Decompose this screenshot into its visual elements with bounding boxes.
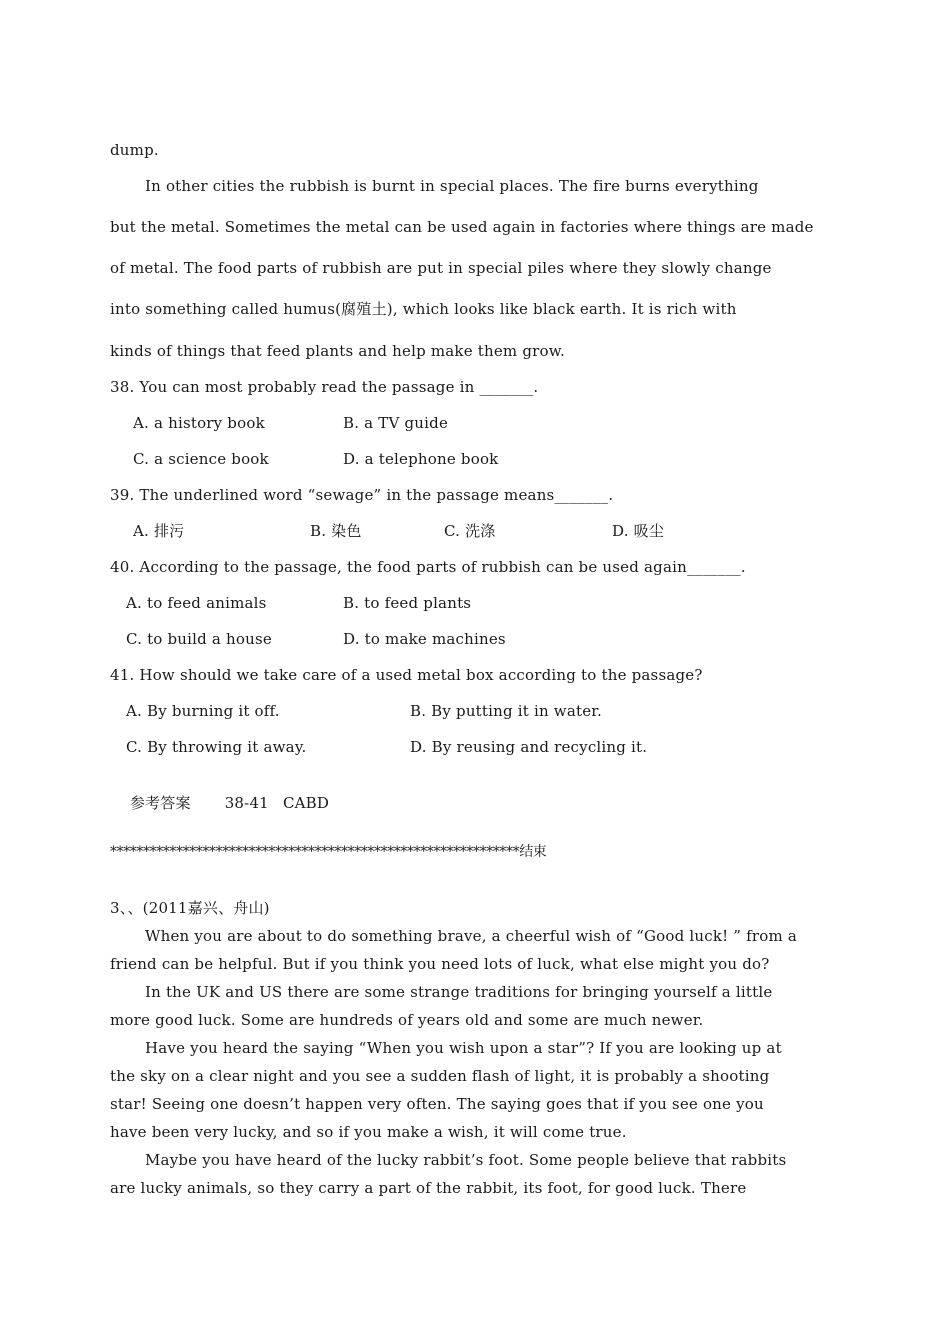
question-option: A. a history book [133,414,265,432]
question-option: D. a telephone book [343,450,499,468]
answer-key-label: 参考答案 [129,794,191,812]
passage-line: Maybe you have heard of the lucky rabbit’s foot. Some people believe that rabbits [145,1151,787,1169]
question-option: B. to feed plants [343,594,472,612]
passage-line: Have you heard the saying “When you wish upon a star”? If you are looking up at [145,1039,782,1057]
question-option: A. 排污 [133,522,185,540]
passage-line: are lucky animals, so they carry a part of the rabbit, its foot, for good luck. There [110,1179,747,1197]
question-option: A. to feed animals [126,594,267,612]
question-option: C. By throwing it away. [126,738,307,756]
passage-line: friend can be helpful. But if you think you need lots of luck, what else might you do? [110,955,770,973]
question-stem: 39. The underlined word “sewage” in the passage means_______. [110,486,614,504]
question-option: B. a TV guide [343,414,449,432]
passage-line: star! Seeing one doesn’t happen very often. The saying goes that if you see one you [110,1095,764,1113]
section-separator: **************************************************************结束 [110,844,547,860]
answer-key-answers: CABD [282,794,330,812]
question-option: C. a science book [133,450,269,468]
section-heading: 3、、(2011嘉兴、舟山) [110,899,270,917]
question-stem: 40. According to the passage, the food parts of rubbish can be used again_______. [110,558,746,576]
question-option: D. to make machines [343,630,506,648]
answer-key-range: 38-41 [224,794,269,812]
passage-line: dump. [110,141,159,159]
question-stem: 38. You can most probably read the passage in _______. [110,378,539,396]
passage-line: In other cities the rubbish is burnt in special places. The fire burns everything [145,177,759,195]
passage-line: When you are about to do something brave, a cheerful wish of “Good luck! ” from a [145,927,798,945]
question-option: A. By burning it off. [126,702,280,720]
answer-key [110,773,329,833]
question-option: C. 洗涤 [444,522,496,540]
passage-line: In the UK and US there are some strange traditions for bringing yourself a little [145,983,773,1001]
question-option: B. By putting it in water. [410,702,602,720]
passage-line: into something called humus(腐殖土), which looks like black earth. It is rich with [110,300,737,318]
passage-line: have been very lucky, and so if you make a wish, it will come true. [110,1123,627,1141]
question-stem: 41. How should we take care of a used metal box according to the passage? [110,666,703,684]
question-option: C. to build a house [126,630,272,648]
question-option: D. 吸尘 [612,522,665,540]
question-option: D. By reusing and recycling it. [410,738,648,756]
question-option: B. 染色 [310,522,362,540]
passage-line: but the metal. Sometimes the metal can be used again in factories where things are made [110,218,814,236]
passage-line: the sky on a clear night and you see a sudden flash of light, it is probably a shooting [110,1067,770,1085]
passage-line: kinds of things that feed plants and help make them grow. [110,342,565,360]
passage-line: more good luck. Some are hundreds of years old and some are much newer. [110,1011,704,1029]
passage-line: of metal. The food parts of rubbish are put in special piles where they slowly change [110,259,772,277]
